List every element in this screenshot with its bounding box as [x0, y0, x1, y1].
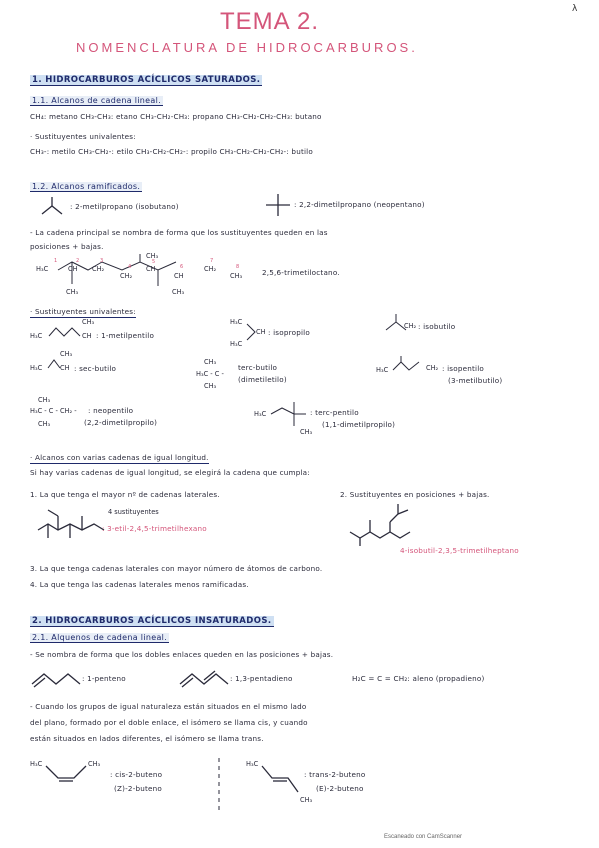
f-ch3: CH₃ — [204, 382, 217, 390]
isopentilo-alt: (3-metilbutilo) — [448, 376, 503, 385]
f-h3c: H₃C — [230, 340, 243, 348]
section2-heading: 2. HIDROCARBUROS ACÍCLICOS INSATURADOS. — [32, 616, 272, 626]
penteno-structure — [30, 668, 90, 690]
isobutilo-name: : isobutilo — [418, 322, 456, 331]
ex-ch3-bot2: CH₃ — [172, 288, 185, 296]
neopentilo-name: : neopentilo — [88, 406, 134, 415]
ex-ch3-end: CH₃ — [230, 272, 243, 280]
tercbutilo-struct: H₃C - C - — [196, 370, 224, 378]
rule-line-1: - La cadena principal se nombra de forma que los sustituyentes queden en las — [30, 228, 328, 237]
tercpentilo-structure — [270, 398, 310, 428]
neopentane-structure — [264, 192, 292, 218]
ex-num: 3 — [100, 258, 104, 264]
subst-heading-1: · Sustituyentes univalentes: — [30, 132, 136, 141]
cis-butene-structure — [44, 764, 90, 784]
isopropilo-name: : isopropilo — [268, 328, 310, 337]
isobutane-structure — [40, 196, 70, 218]
page-subtitle: NOMENCLATURA DE HIDROCARBUROS. — [76, 40, 418, 55]
cis-trans-3: están situados en lados diferentes, el isómero se llama trans. — [30, 734, 264, 743]
penteno-name: : 1-penteno — [82, 674, 126, 683]
f-ch: CH — [256, 328, 266, 336]
sub21-heading: 2.1. Alquenos de cadena lineal. — [32, 633, 168, 642]
alkyl-list: CH₃-: metilo CH₃-CH₂-: etilo CH₃-CH₂-CH₂-: propilo CH₃-CH₂-CH₂-CH₂-: butilo — [30, 147, 313, 156]
ex-ch-c: CH — [174, 272, 184, 280]
trimethyloctane-name: 2,5,6-trimetiloctano. — [262, 268, 340, 277]
page-title: TEMA 2. — [220, 8, 320, 35]
ex-num: 4 — [128, 264, 132, 270]
ex-ch3-bot1: CH₃ — [66, 288, 79, 296]
rule-line-2: posiciones + bajas. — [30, 242, 104, 251]
trans-butene-structure — [260, 764, 304, 798]
secbutilo-name: : sec-butilo — [74, 364, 117, 373]
ex1-name: : 3-etil-2,4,5-trimetilhexano — [102, 524, 207, 533]
subst-heading-2: · Sustituyentes univalentes: — [30, 307, 136, 316]
alkene-rule: - Se nombra de forma que los dobles enlaces queden en las posiciones + bajas. — [30, 650, 334, 659]
ex-ch-b: CH — [146, 265, 156, 273]
criterion-2: 2. Sustituyentes en posiciones + bajas. — [340, 490, 490, 499]
ethyl-trimethylhexane-structure — [36, 506, 106, 546]
ex-ch2a: CH₂ — [92, 265, 105, 273]
f-ch3: CH₃ — [204, 358, 217, 366]
cis-name: : cis-2-buteno — [110, 770, 163, 779]
f-ch3: CH₃ — [38, 396, 51, 404]
tercbutilo-alt: (dimetiletilo) — [238, 375, 287, 384]
tercpentilo-alt: (1,1-dimetilpropilo) — [322, 420, 396, 429]
divider — [216, 758, 222, 818]
f-h3c: H₃C — [30, 332, 43, 340]
isobutyl-trimethylheptane-structure — [346, 500, 426, 550]
criterion-1: 1. La que tenga el mayor nº de cadenas laterales. — [30, 490, 220, 499]
f-ch: CH — [82, 332, 92, 340]
tercbutilo-name: terc-butilo — [238, 363, 278, 372]
sub12-heading: 1.2. Alcanos ramificados. — [32, 182, 141, 191]
tercpentilo-name: : terc-pentilo — [310, 408, 359, 417]
aleno-name: H₂C = C = CH₂: aleno (propadieno) — [352, 674, 485, 683]
f-h3c: H₃C — [30, 364, 43, 372]
alkane-list: CH₄: metano CH₃-CH₃: etano CH₃-CH₂-CH₃: propano CH₃-CH₂-CH₂-CH₃: butano — [30, 112, 322, 121]
multi-heading: · Alcanos con varias cadenas de igual longitud. — [30, 453, 209, 462]
trans-h3c: H₃C — [246, 760, 259, 768]
f-ch: CH — [60, 364, 70, 372]
cis-name-alt: (Z)-2-buteno — [114, 784, 163, 793]
pentadieno-structure — [178, 668, 238, 690]
ex-num: 6 — [180, 264, 184, 270]
pentadieno-name: : 1,3-pentadieno — [230, 674, 293, 683]
ex2-name: 4-isobutil-2,3,5-trimetilheptano — [400, 546, 519, 555]
ex-ch3-top: CH₃ — [146, 252, 159, 260]
f-ch3: CH₃ — [82, 318, 95, 326]
cis-trans-2: del plano, formado por el doble enlace, el isómero se llama cis, y cuando — [30, 718, 308, 727]
f-ch3: CH₃ — [38, 420, 51, 428]
ex-num: 8 — [236, 264, 240, 270]
trans-ch3: CH₃ — [300, 796, 313, 804]
metilpentilo-structure — [48, 322, 84, 342]
f-ch3: CH₃ — [60, 350, 73, 358]
four-subst-note: 4 sustituyentes — [108, 508, 159, 516]
f-ch3: CH₃ — [300, 428, 313, 436]
ex-num: 2 — [76, 258, 80, 264]
isopentilo-name: : isopentilo — [442, 364, 484, 373]
trans-name: : trans-2-buteno — [304, 770, 366, 779]
neopentane-name: : 2,2-dimetilpropano (neopentano) — [294, 200, 425, 209]
isobutane-name: : 2-metilpropano (isobutano) — [70, 202, 179, 211]
multi-intro: Si hay varias cadenas de igual longitud, se elegirá la cadena que cumpla: — [30, 468, 310, 477]
f-h3c: H₃C — [254, 410, 267, 418]
cis-h3c: H₃C — [30, 760, 43, 768]
secbutilo-structure — [47, 356, 61, 372]
f-h3c: H₃C — [376, 366, 389, 374]
neopentilo-alt: (2,2-dimetilpropilo) — [84, 418, 158, 427]
f-h3c: H₃C — [230, 318, 243, 326]
ex-h3c: H₃C — [36, 265, 49, 273]
ex-ch2b: CH₂ — [120, 272, 133, 280]
f-ch2: CH₂ — [404, 322, 417, 330]
ex-num: 7 — [210, 258, 214, 264]
ex-ch2c: CH₂ — [204, 265, 217, 273]
isopentilo-structure — [392, 356, 428, 376]
ex-num: 1 — [54, 258, 58, 264]
cis-ch3: CH₃ — [88, 760, 101, 768]
criterion-3: 3. La que tenga cadenas laterales con mayor número de átomos de carbono. — [30, 564, 323, 573]
criterion-4: 4. La que tenga las cadenas laterales menos ramificadas. — [30, 580, 249, 589]
metilpentilo-name: : 1-metilpentilo — [96, 331, 155, 340]
scanner-footer: Escaneado con CamScanner — [384, 834, 463, 840]
f-ch2: CH₂ — [426, 364, 439, 372]
corner-mark: λ — [572, 4, 578, 14]
neopentilo-struct: H₃C - C - CH₂ - — [30, 407, 77, 415]
ex-num: 5 — [152, 259, 156, 265]
cis-trans-1: - Cuando los grupos de igual naturaleza están situados en el mismo lado — [30, 702, 307, 711]
section1-heading: 1. HIDROCARBUROS ACÍCLICOS SATURADOS. — [32, 75, 261, 85]
ex-ch: CH — [68, 265, 78, 273]
sub11-heading: 1.1. Alcanos de cadena lineal. — [32, 96, 161, 105]
trans-name-alt: (E)-2-buteno — [316, 784, 364, 793]
